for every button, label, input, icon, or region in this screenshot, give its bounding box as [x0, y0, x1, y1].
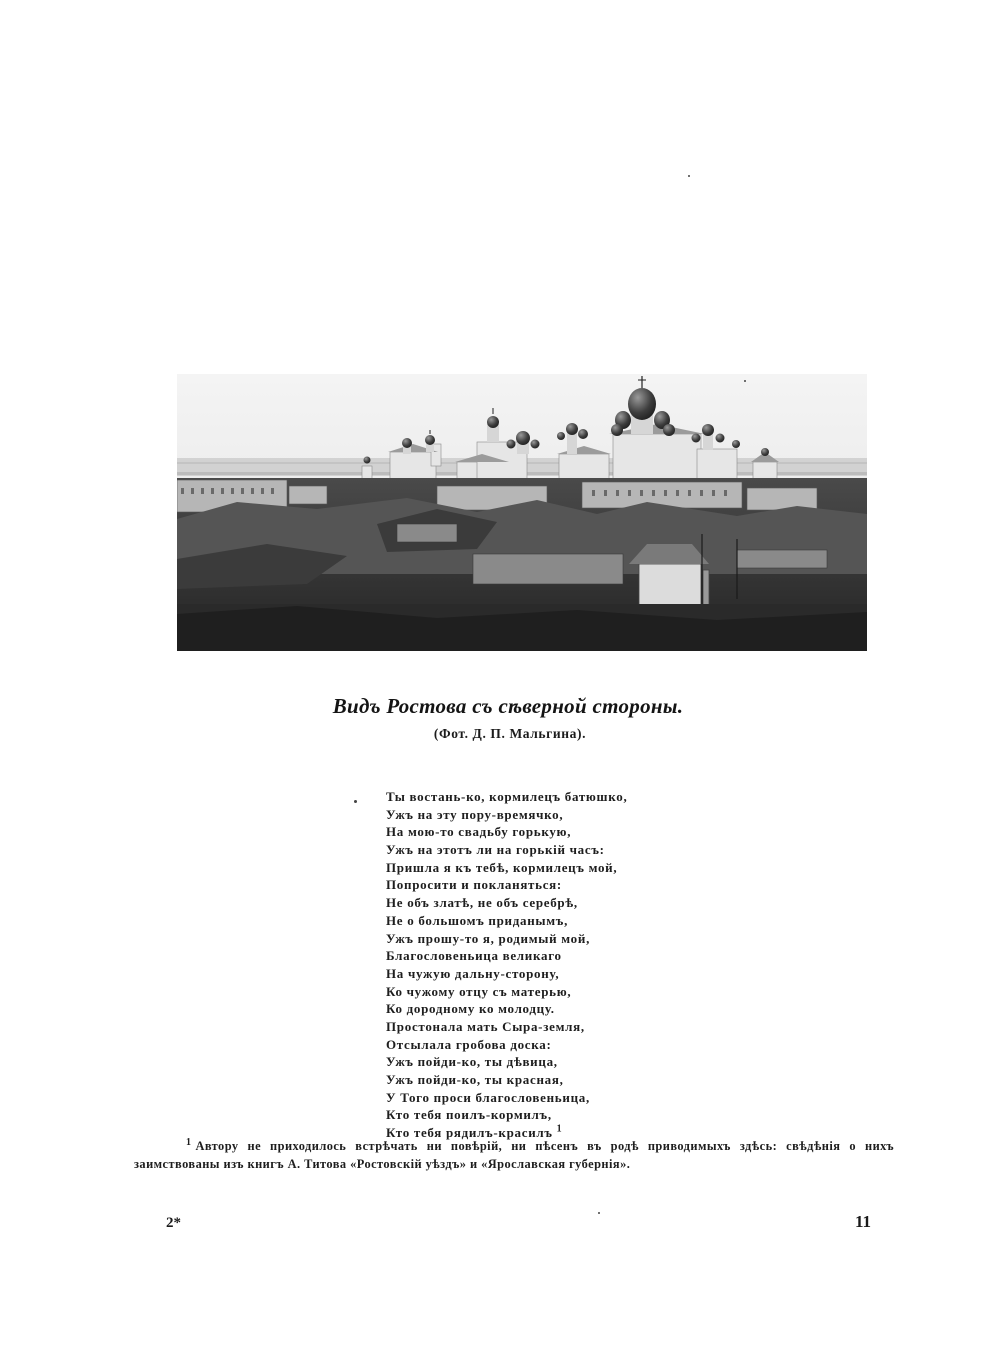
- poem-line: Не о большомъ приданымъ,: [386, 912, 569, 928]
- poem-line: Пришла я къ тебѣ, кормилецъ мой,: [386, 859, 618, 875]
- poem-line: Ужъ прошу-то я, родимый мой,: [386, 930, 591, 946]
- photo-caption: Видъ Ростова съ сѣверной стороны.: [332, 694, 684, 718]
- poem-lament: [386, 788, 627, 1142]
- print-speck: [598, 1212, 600, 1214]
- poem-line: Ко дородному ко молодцу.: [386, 1001, 555, 1017]
- footnote-number: 1: [186, 1136, 192, 1148]
- rostov-photograph: [177, 374, 867, 651]
- photo-credit: (Фот. Д. П. Мальгина).: [433, 726, 587, 741]
- poem-line: Кто тебя рядилъ-красилъ $^1$: [386, 1123, 563, 1141]
- print-speck: [744, 380, 746, 382]
- poem-line: Ты востань-ко, кормилецъ батюшко,: [386, 789, 628, 804]
- poem-line: Попросити и покланяться:: [386, 877, 562, 893]
- page-number: 11: [855, 1212, 872, 1231]
- poem-line: Благословеньица великаго: [386, 948, 562, 964]
- print-speck: [354, 800, 357, 803]
- poem-line: Ужъ пойди-ко, ты дѣвица,: [386, 1054, 558, 1070]
- poem-line: Отсылала гробова доска:: [386, 1036, 552, 1052]
- poem-line: У Того проси благословеньица,: [386, 1089, 590, 1105]
- poem-line: На чужую дальну-сторону,: [386, 965, 560, 981]
- poem-line: На мою-то свадьбу горькую,: [386, 824, 572, 840]
- poem-line: Ужъ на этотъ ли на горькій часъ:: [386, 842, 605, 858]
- footnote-reference[interactable]: 1: [556, 1123, 563, 1135]
- footnote: [134, 1137, 894, 1173]
- poem-line: Ужъ на эту пору-времячко,: [386, 806, 564, 822]
- print-speck: [688, 175, 690, 177]
- poem-line: Кто тебя поилъ-кормилъ,: [386, 1107, 552, 1123]
- poem-line: Простонала мать Сыра-земля,: [386, 1018, 585, 1034]
- poem-line: Ужъ пойди-ко, ты красная,: [386, 1072, 564, 1087]
- footnote-text: Автору не приходилось встрѣчать ни повѣрій, ни пѣсенъ въ родѣ приводимыхъ здѣсь: свѣдѣнія о нихъ заимствованы изъ книгъ А. Титова «Ростовскій уѣздъ» и «Ярославская губернія».: [134, 1139, 894, 1171]
- poem-line: Не объ златѣ, не объ серебрѣ,: [386, 895, 578, 911]
- poem-line: Ко чужому отцу съ матерью,: [386, 983, 572, 999]
- signature-mark: 2*: [166, 1215, 181, 1231]
